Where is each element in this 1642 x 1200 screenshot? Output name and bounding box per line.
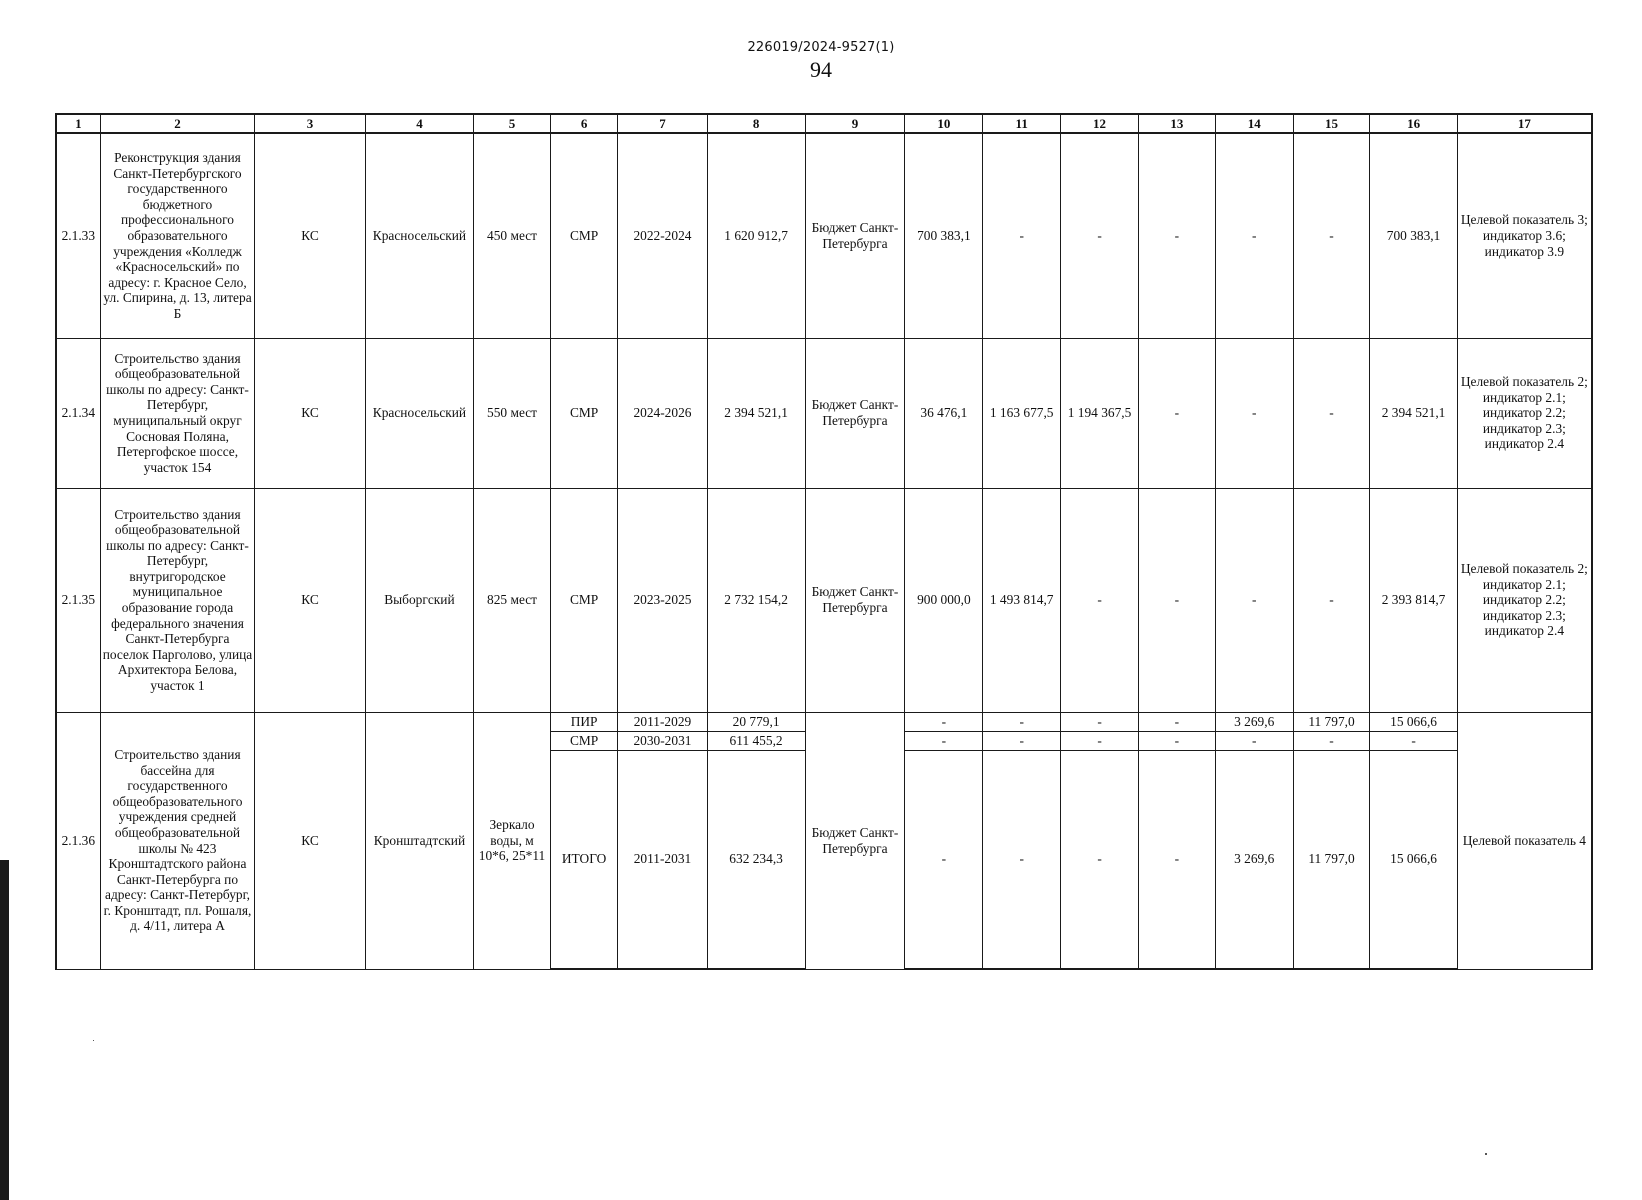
target-indicator: Целевой показатель 3; индикатор 3.6; индикатор 3.9 (1457, 133, 1592, 338)
col-header: 3 (255, 114, 365, 133)
year-amount: 900 000,0 (905, 488, 983, 712)
work-stage: СМР (550, 488, 617, 712)
investment-program-table (55, 113, 1593, 970)
capacity: Зеркало воды, м 10*6, 25*11 (474, 712, 551, 969)
target-indicator: Целевой показатель 2; индикатор 2.1; индикатор 2.2; индикатор 2.3; индикатор 2.4 (1457, 488, 1592, 712)
col-header: 2 (100, 114, 255, 133)
period: 2011-2031 (618, 750, 707, 969)
col-header: 17 (1457, 114, 1592, 133)
year-amount: - (983, 731, 1061, 750)
work-stage: ПИР (550, 712, 617, 731)
year-amount: - (905, 750, 983, 969)
year-amount: - (1138, 750, 1215, 969)
year-amount: - (1061, 712, 1139, 731)
year-amount: - (1215, 133, 1293, 338)
year-amount: - (905, 712, 983, 731)
total-cost: 1 620 912,7 (707, 133, 805, 338)
work-stage: СМР (550, 338, 617, 488)
year-amount: - (983, 712, 1061, 731)
table-row (56, 133, 1592, 338)
row-number: 2.1.33 (56, 133, 100, 338)
column-numbers-row (56, 114, 1592, 133)
year-amount: 3 269,6 (1215, 750, 1293, 969)
object-type: КС (255, 133, 365, 338)
period: 2023-2025 (618, 488, 707, 712)
period-total: 15 066,6 (1370, 750, 1457, 969)
table-row (56, 712, 1592, 731)
year-amount: - (905, 731, 983, 750)
year-amount: 1 163 677,5 (983, 338, 1061, 488)
total-cost: 632 234,3 (707, 750, 805, 969)
work-stage: СМР (550, 731, 617, 750)
year-amount: 700 383,1 (905, 133, 983, 338)
object-name: Реконструкция здания Санкт-Петербургского государственного бюджетного профессионального образовательного учреждения «Колледж «Красносельский» по адресу: г. Красное Село, ул. Спирина, д. 13, литера Б (100, 133, 255, 338)
col-header: 13 (1138, 114, 1215, 133)
col-header: 7 (618, 114, 707, 133)
district: Кронштадтский (365, 712, 473, 969)
period-total: 700 383,1 (1370, 133, 1457, 338)
district: Выборгский (365, 488, 473, 712)
funding-source: Бюджет Санкт-Петербурга (805, 338, 905, 488)
year-amount: 1 493 814,7 (983, 488, 1061, 712)
table-row (56, 488, 1592, 712)
year-amount: - (1215, 731, 1293, 750)
year-amount: - (983, 750, 1061, 969)
col-header: 5 (474, 114, 551, 133)
year-amount: - (1293, 133, 1370, 338)
year-amount: - (1061, 488, 1139, 712)
funding-source: Бюджет Санкт-Петербурга (805, 488, 905, 712)
year-amount: - (1061, 750, 1139, 969)
year-amount: 3 269,6 (1215, 712, 1293, 731)
col-header: 14 (1215, 114, 1293, 133)
capacity: 825 мест (474, 488, 551, 712)
year-amount: - (1293, 338, 1370, 488)
year-amount: - (1215, 488, 1293, 712)
district: Красносельский (365, 133, 473, 338)
scan-speck (1485, 1153, 1487, 1155)
period: 2024-2026 (618, 338, 707, 488)
object-name: Строительство здания общеобразовательной школы по адресу: Санкт-Петербург, внутригородское муниципальное образование города федерального значения Санкт-Петербурга поселок Парголово, улица Архитектора Белова, участок 1 (100, 488, 255, 712)
year-amount: 11 797,0 (1293, 750, 1370, 969)
work-stage: ИТОГО (550, 750, 617, 969)
year-amount: - (1138, 338, 1215, 488)
target-indicator: Целевой показатель 4 (1457, 712, 1592, 969)
object-type: КС (255, 712, 365, 969)
page-number: 94 (810, 57, 832, 82)
col-header: 9 (805, 114, 905, 133)
col-header: 15 (1293, 114, 1370, 133)
total-cost: 2 732 154,2 (707, 488, 805, 712)
year-amount: - (1138, 731, 1215, 750)
object-type: КС (255, 488, 365, 712)
scan-edge-shadow (0, 860, 9, 1200)
year-amount: - (1138, 488, 1215, 712)
funding-source: Бюджет Санкт-Петербурга (805, 133, 905, 338)
period-total: 2 393 814,7 (1370, 488, 1457, 712)
year-amount: 11 797,0 (1293, 712, 1370, 731)
period: 2011-2029 (618, 712, 707, 731)
row-number: 2.1.35 (56, 488, 100, 712)
year-amount: 1 194 367,5 (1061, 338, 1139, 488)
col-header: 16 (1370, 114, 1457, 133)
scan-speck (93, 1040, 94, 1041)
col-header: 8 (707, 114, 805, 133)
object-name: Строительство здания бассейна для государственного общеобразовательного учреждения средней общеобразовательной школы № 423 Кронштадтского района Санкт-Петербурга по адресу: Санкт-Петербург, г. Кронштадт, пл. Рошаля, д. 4/11, литера А (100, 712, 255, 969)
col-header: 11 (983, 114, 1061, 133)
document-id: 226019/2024-9527(1) (747, 40, 895, 55)
year-amount: - (1138, 133, 1215, 338)
col-header: 12 (1061, 114, 1139, 133)
col-header: 4 (365, 114, 473, 133)
funding-source: Бюджет Санкт-Петербурга (805, 712, 905, 969)
year-amount: - (983, 133, 1061, 338)
col-header: 10 (905, 114, 983, 133)
period: 2022-2024 (618, 133, 707, 338)
year-amount: 36 476,1 (905, 338, 983, 488)
capacity: 450 мест (474, 133, 551, 338)
period: 2030-2031 (618, 731, 707, 750)
year-amount: - (1215, 338, 1293, 488)
period-total: 15 066,6 (1370, 712, 1457, 731)
total-cost: 2 394 521,1 (707, 338, 805, 488)
year-amount: - (1061, 731, 1139, 750)
object-name: Строительство здания общеобразовательной школы по адресу: Санкт-Петербург, муниципальный округ Сосновая Поляна, Петергофское шоссе, участок 154 (100, 338, 255, 488)
year-amount: - (1293, 488, 1370, 712)
table-row (56, 338, 1592, 488)
col-header: 6 (550, 114, 617, 133)
work-stage: СМР (550, 133, 617, 338)
total-cost: 20 779,1 (707, 712, 805, 731)
object-type: КС (255, 338, 365, 488)
year-amount: - (1138, 712, 1215, 731)
year-amount: - (1293, 731, 1370, 750)
year-amount: - (1061, 133, 1139, 338)
district: Красносельский (365, 338, 473, 488)
row-number: 2.1.34 (56, 338, 100, 488)
capacity: 550 мест (474, 338, 551, 488)
total-cost: 611 455,2 (707, 731, 805, 750)
col-header: 1 (56, 114, 100, 133)
row-number: 2.1.36 (56, 712, 100, 969)
period-total: - (1370, 731, 1457, 750)
target-indicator: Целевой показатель 2; индикатор 2.1; индикатор 2.2; индикатор 2.3; индикатор 2.4 (1457, 338, 1592, 488)
period-total: 2 394 521,1 (1370, 338, 1457, 488)
